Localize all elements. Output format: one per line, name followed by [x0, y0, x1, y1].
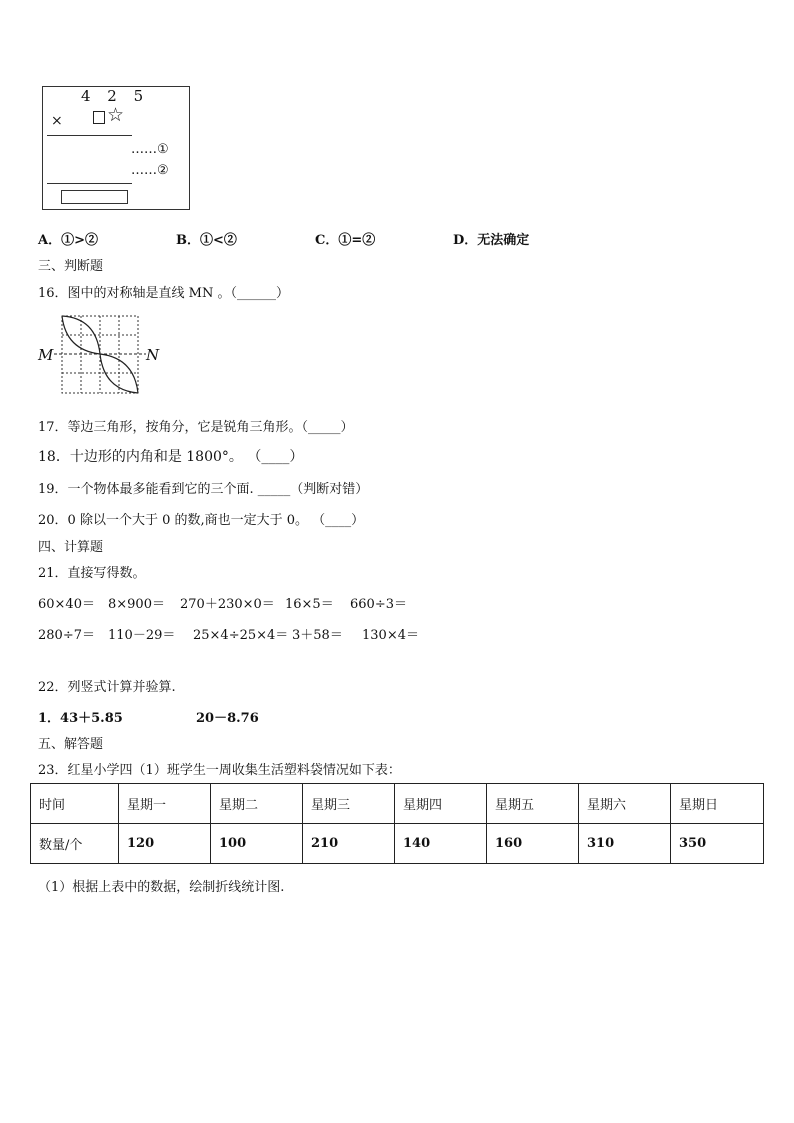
question-23-sub-1: （1）根据上表中的数据，绘制折线统计图.: [38, 880, 285, 895]
table-cell: 160: [487, 824, 579, 864]
table-header-cell: 星期五: [487, 784, 579, 824]
question-23-title: 23．红星小学四（1）班学生一周收集生活塑料袋情况如下表：: [38, 763, 401, 778]
table-cell: 120: [119, 824, 211, 864]
table-header-cell: 星期四: [395, 784, 487, 824]
question-16: 16．图中的对称轴是直线 MN 。（______）: [38, 286, 289, 301]
table-cell: 350: [671, 824, 764, 864]
star-icon: ☆: [107, 104, 125, 126]
choice-text: ①>②: [61, 233, 98, 248]
times-sign: ×: [51, 113, 63, 129]
calc-item: 25×4÷25×4＝: [193, 628, 289, 643]
divider-line: [47, 183, 132, 184]
question-22-item-2: 20－8.76: [196, 711, 259, 726]
table-header-cell: 时间: [31, 784, 119, 824]
table-header-cell: 星期六: [579, 784, 671, 824]
section-heading-calculation: 四、计算题: [38, 540, 104, 555]
table-cell: 310: [579, 824, 671, 864]
table-header-cell: 星期日: [671, 784, 764, 824]
symmetry-figure: [36, 312, 166, 398]
choice-c[interactable]: [315, 229, 375, 248]
calc-item: 60×40＝: [38, 597, 95, 612]
calc-item: 280÷7＝: [38, 628, 95, 643]
divider-line: [47, 135, 132, 136]
choice-a[interactable]: [38, 229, 98, 248]
question-17: 17．等边三角形，按角分，它是锐角三角形。（_____）: [38, 420, 354, 435]
choice-label: B．: [176, 233, 200, 248]
calc-item: 16×5＝: [285, 597, 334, 612]
table-cell: 数量/个: [31, 824, 119, 864]
choice-label: C．: [315, 233, 339, 248]
table-header-cell: 星期三: [303, 784, 395, 824]
question-20: 20．0 除以一个大于 0 的数,商也一定大于 0。 （____）: [38, 513, 365, 528]
multiplication-figure: [42, 86, 190, 210]
question-19: 19．一个物体最多能看到它的三个面. _____（判断对错）: [38, 482, 369, 497]
section-heading-judgement: 三、判断题: [38, 259, 104, 274]
calc-item: 130×4＝: [362, 628, 419, 643]
choice-text: ①<②: [200, 233, 237, 248]
table-row: [31, 784, 764, 824]
choice-label: A．: [38, 233, 62, 248]
choice-text: 无法确定: [477, 233, 530, 248]
data-table: [30, 783, 764, 864]
choice-d[interactable]: [453, 229, 529, 248]
row1-marker: ……①: [131, 142, 169, 157]
question-21-title: 21．直接写得数。: [38, 566, 146, 581]
choice-b[interactable]: [176, 229, 237, 248]
calc-item: 270＋230×0＝: [180, 597, 275, 612]
table-cell: 210: [303, 824, 395, 864]
choice-label: D．: [453, 233, 478, 248]
top-digits: 4 2 5: [81, 87, 150, 105]
calc-item: 110－29＝: [108, 628, 176, 643]
calc-item: 3＋58＝: [292, 628, 343, 643]
question-18: 18．十边形的内角和是 1800°。 （____）: [38, 449, 304, 465]
table-cell: 100: [211, 824, 303, 864]
question-22-title: 22．列竖式计算并验算.: [38, 680, 176, 695]
row2-marker: ……②: [131, 163, 169, 178]
section-heading-solution: 五、解答题: [38, 737, 104, 752]
table-cell: 140: [395, 824, 487, 864]
table-header-cell: 星期一: [119, 784, 211, 824]
result-box: [61, 190, 128, 204]
question-22-item-1: 1．43＋5.85: [38, 711, 123, 726]
table-header-cell: 星期二: [211, 784, 303, 824]
blank-box: [93, 111, 105, 124]
table-row: [31, 824, 764, 864]
label-m: M: [38, 346, 54, 364]
calc-item: 660÷3＝: [350, 597, 407, 612]
choice-text: ①=②: [338, 233, 376, 248]
calc-item: 8×900＝: [108, 597, 165, 612]
label-n: N: [146, 346, 160, 364]
